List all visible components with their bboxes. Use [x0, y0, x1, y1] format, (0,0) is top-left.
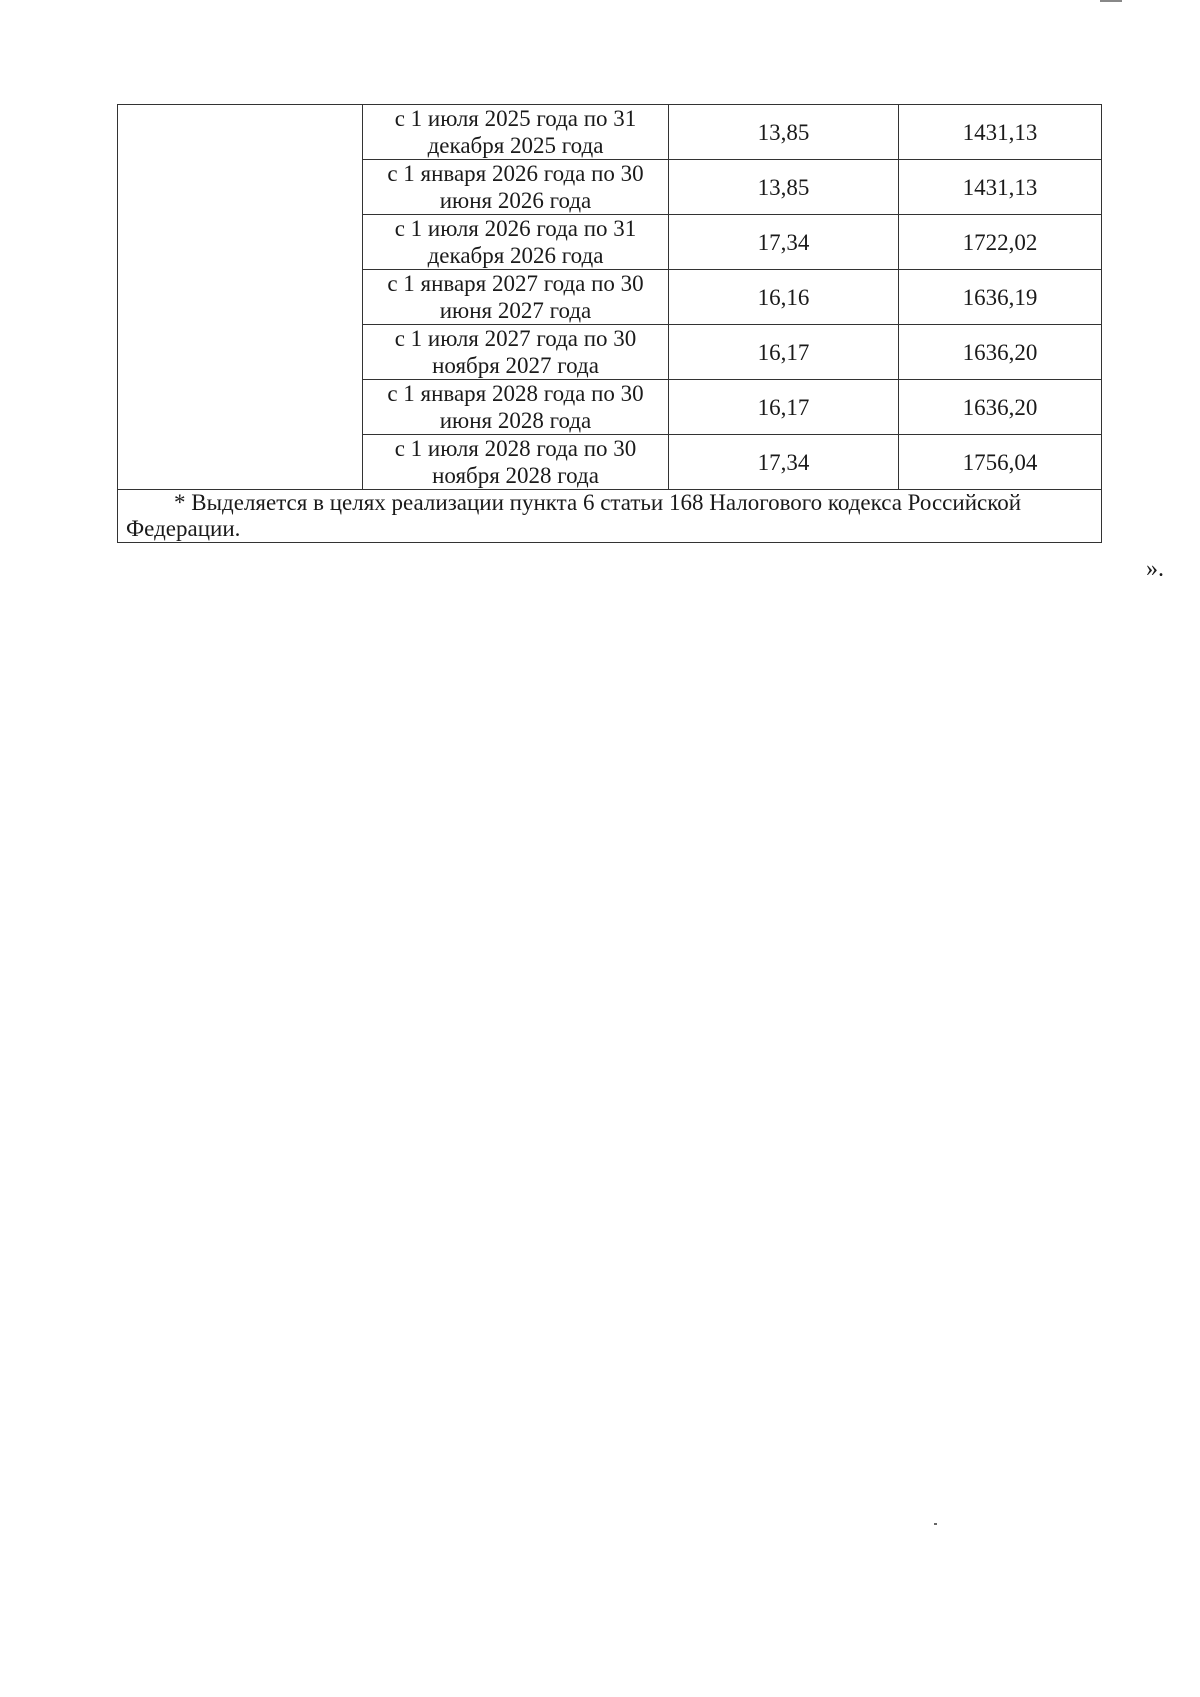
value2-cell: 1431,13 [899, 160, 1102, 215]
period-cell: с 1 июля 2027 года по 30 ноября 2027 года [363, 325, 669, 380]
period-cell: с 1 января 2028 года по 30 июня 2028 года [363, 380, 669, 435]
value1-cell: 17,34 [669, 435, 899, 490]
value1-cell: 13,85 [669, 160, 899, 215]
value2-cell: 1636,20 [899, 380, 1102, 435]
period-cell: с 1 июля 2026 года по 31 декабря 2026 года [363, 215, 669, 270]
value1-cell: 16,17 [669, 325, 899, 380]
value2-cell: 1636,19 [899, 270, 1102, 325]
value2-cell: 1431,13 [899, 105, 1102, 160]
page-edge-mark [1100, 0, 1122, 2]
period-cell: с 1 июля 2028 года по 30 ноября 2028 года [363, 435, 669, 490]
period-cell: с 1 января 2027 года по 30 июня 2027 года [363, 270, 669, 325]
scan-speck [934, 1523, 937, 1525]
empty-group-cell [118, 105, 363, 490]
table-row [118, 105, 1102, 160]
value1-cell: 16,16 [669, 270, 899, 325]
footnote-cell [118, 490, 1102, 543]
value1-cell: 16,17 [669, 380, 899, 435]
value1-cell: 13,85 [669, 105, 899, 160]
value2-cell: 1756,04 [899, 435, 1102, 490]
footnote-text: * Выделяется в целях реализации пункта 6 статьи 168 Налогового кодекса Российской Федерации. [126, 490, 1022, 541]
value2-cell: 1722,02 [899, 215, 1102, 270]
period-cell: с 1 января 2026 года по 30 июня 2026 года [363, 160, 669, 215]
tariff-table [117, 104, 1102, 543]
closing-quote: ». [1146, 556, 1164, 582]
value2-cell: 1636,20 [899, 325, 1102, 380]
footnote-row [118, 490, 1102, 543]
value1-cell: 17,34 [669, 215, 899, 270]
period-cell: с 1 июля 2025 года по 31 декабря 2025 года [363, 105, 669, 160]
